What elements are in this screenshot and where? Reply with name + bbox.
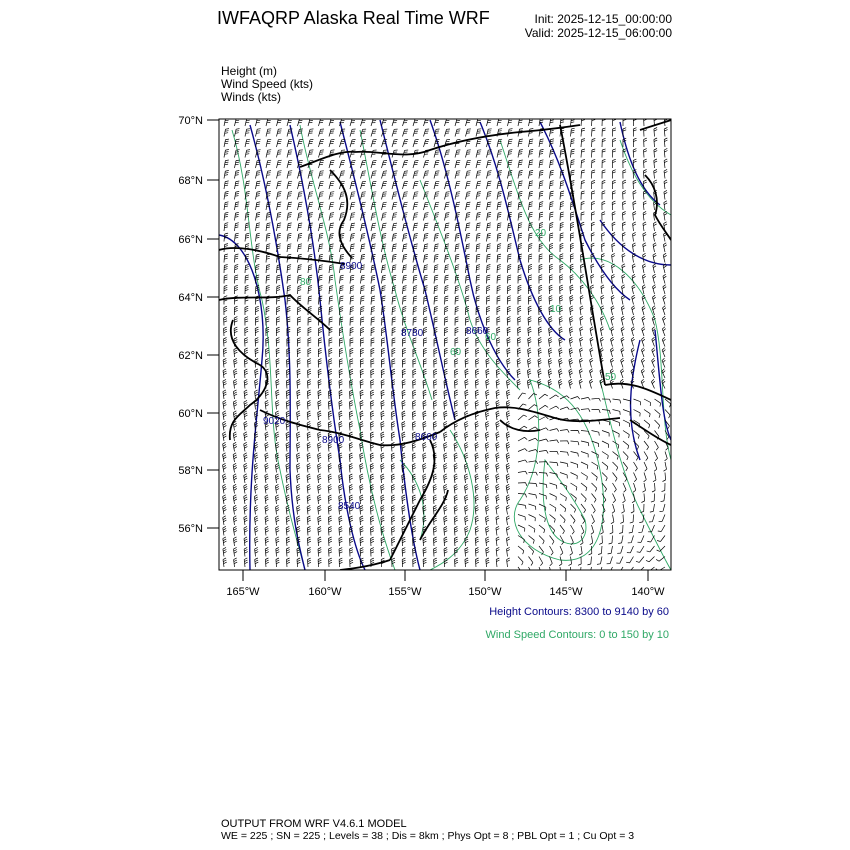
wind-label: 60 [485, 332, 497, 343]
wind-barbs [223, 117, 671, 576]
height-label: 9020 [263, 416, 286, 427]
lat-tick-label: 58°N [178, 465, 203, 477]
lat-tick-label: 68°N [178, 175, 203, 187]
lat-tick-label: 62°N [178, 350, 203, 362]
model-info-line1: OUTPUT FROM WRF V4.6.1 MODEL [221, 818, 407, 830]
height-label: 8900 [340, 261, 363, 272]
wind-label: 60 [450, 347, 462, 358]
variable-label-winds: Winds (kts) [221, 90, 281, 104]
lon-tick-label: 155°W [388, 586, 422, 598]
lon-tick-label: 150°W [468, 586, 502, 598]
lon-tick-label: 145°W [549, 586, 583, 598]
height-label: 8540 [338, 501, 361, 512]
lat-tick-label: 64°N [178, 292, 203, 304]
height-label: 8660 [415, 432, 438, 443]
height-label: 8660 [466, 326, 489, 337]
init-time: Init: 2025-12-15_00:00:00 [534, 12, 672, 26]
wind-contour-legend: Wind Speed Contours: 0 to 150 by 10 [485, 629, 669, 641]
model-info-line2: WE = 225 ; SN = 225 ; Levels = 38 ; Dis = 8km ; Phys Opt = 8 ; PBL Opt = 1 ; Cu Opt = 3 [221, 830, 635, 842]
lat-tick-label: 70°N [178, 115, 203, 127]
variable-label-height: Height (m) [221, 64, 278, 78]
lon-tick-label: 165°W [226, 586, 260, 598]
wind-barb-field [223, 117, 671, 576]
height-contour-legend: Height Contours: 8300 to 9140 by 60 [489, 606, 669, 618]
lon-tick-label: 160°W [308, 586, 342, 598]
height-label: 8900 [322, 435, 345, 446]
longitude-axis [243, 570, 648, 581]
lat-tick-label: 66°N [178, 234, 203, 246]
lat-tick-label: 60°N [178, 408, 203, 420]
lat-tick-label: 56°N [178, 523, 203, 535]
wind-label: 20 [535, 228, 547, 239]
variable-label-wind-speed: Wind Speed (kts) [221, 77, 314, 91]
wind-label: 10 [550, 304, 562, 315]
wind-label: 50 [605, 372, 617, 383]
map-title: IWFAQRP Alaska Real Time WRF [217, 8, 490, 28]
lon-tick-label: 140°W [631, 586, 665, 598]
height-label: 8780 [401, 328, 424, 339]
wind-label: 80 [300, 277, 312, 288]
latitude-axis [207, 120, 219, 528]
valid-time: Valid: 2025-12-15_06:00:00 [524, 26, 672, 40]
